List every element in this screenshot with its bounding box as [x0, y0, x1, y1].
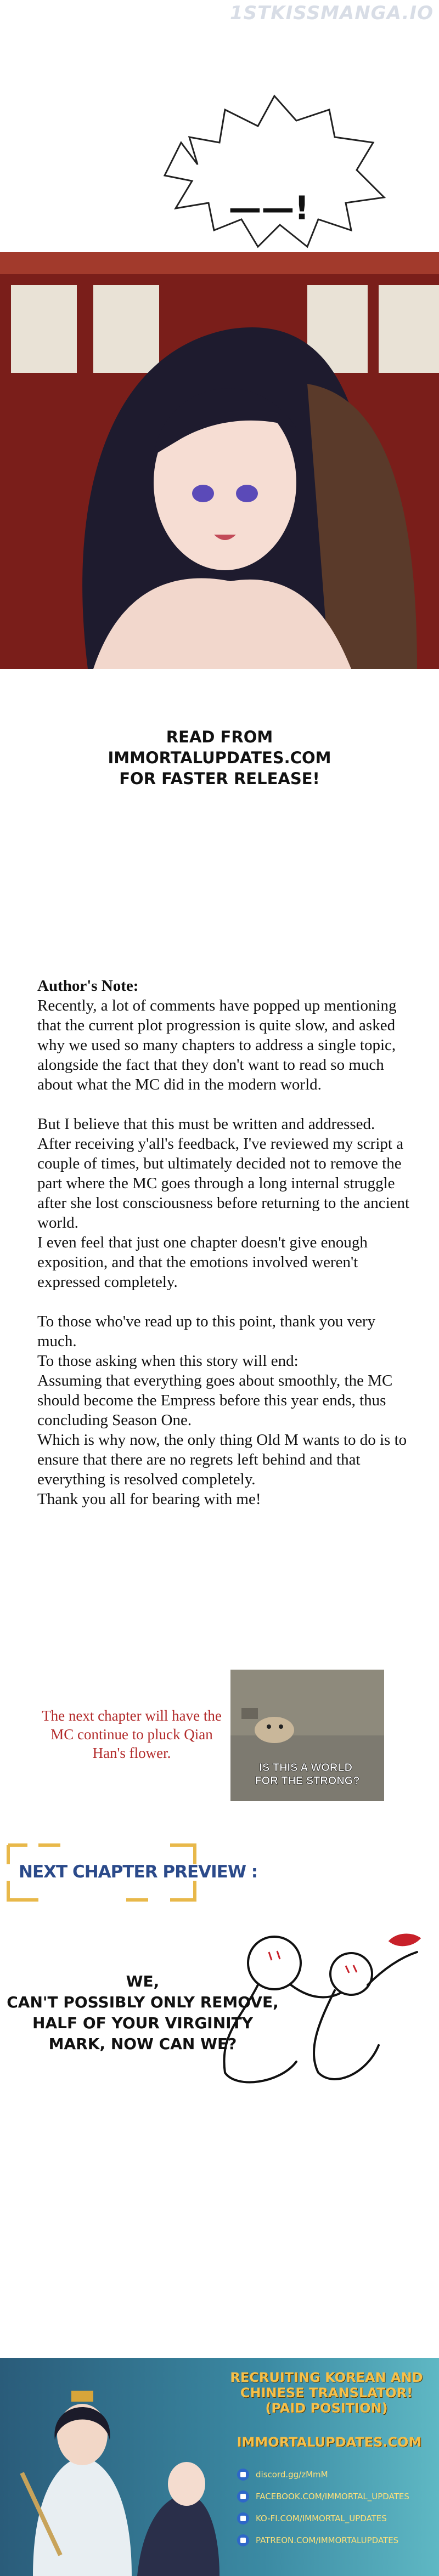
- bubble-text: ——!: [228, 189, 309, 228]
- social-link-text: KO-FI.COM/IMMORTAL_UPDATES: [256, 2513, 387, 2523]
- next-chapter-text: The next chapter will have the MC continue to pluck Qian Han's flower.: [42, 1707, 222, 1761]
- meme-caption: IS THIS A WORLD FOR THE STRONG?: [255, 1762, 360, 1787]
- author-note-paragraph: Recently, a lot of comments have popped up mentioning that the current plot progression is quite slow, and asked why we used so many chapters to address a single topic, alongside the fact that they don't want to read so much about what the MC did in the modern world.: [37, 997, 397, 1093]
- social-link-text: discord.gg/zMmM: [256, 2470, 328, 2479]
- banner-artwork: [0, 2358, 219, 2576]
- author-note-heading: Author's Note:: [37, 977, 139, 995]
- facebook-icon: [237, 2490, 249, 2503]
- banner-title: RECRUITING KOREAN AND CHINESE TRANSLATOR! (PAID POSITION): [230, 2370, 423, 2416]
- promo-line: FOR FASTER RELEASE!: [119, 769, 320, 788]
- social-link[interactable]: [237, 2511, 387, 2526]
- promo-text: [0, 727, 439, 789]
- social-link-text: PATREON.COM/IMMORTALUPDATES: [256, 2535, 399, 2545]
- promo-site: IMMORTALUPDATES.COM: [108, 748, 331, 767]
- kofi-icon: [237, 2512, 249, 2524]
- meme-image: [230, 1670, 384, 1801]
- next-chapter-preview-label: NEXT CHAPTER PREVIEW :: [19, 1862, 258, 1882]
- author-note: [37, 976, 416, 1529]
- group-banner: [0, 2358, 439, 2576]
- manga-panel: [0, 0, 439, 669]
- dialogue-line: WE,: [126, 1972, 160, 1990]
- social-link-text: FACEBOOK.COM/IMMORTAL_UPDATES: [256, 2492, 409, 2501]
- social-link[interactable]: [237, 2489, 409, 2504]
- discord-icon: [237, 2469, 249, 2481]
- author-note-paragraph: But I believe that this must be written and addressed. After receiving y'all's feedback, I've reviewed my script a couple of times, but ultimately decided not to remove the part where the MC goes through a long internal struggle after she lost consciousness before returning to the ancient world. I even feel that just one chapter doesn't give enough exposition, and that the emotions involved weren't expressed completely.: [37, 1115, 410, 1291]
- author-note-paragraph: To those who've read up to this point, thank you very much. To those asking when this story will end: Assuming that everything goes about smoothly, the MC should become the Empress before this year ends, thus concluding Season One. Which is why now, the only thing Old M wants to do is to ensure that there are no regrets left behind and that everything is resolved completely. Thank you all for bearing with me!: [37, 1313, 407, 1508]
- promo-line: READ FROM: [166, 728, 273, 746]
- social-link[interactable]: [237, 2467, 328, 2482]
- banner-site[interactable]: IMMORTALUPDATES.COM: [237, 2435, 422, 2450]
- watermark: 1STKISSMANGA.IO: [229, 2, 434, 24]
- social-link[interactable]: [237, 2533, 398, 2547]
- dialogue-line: HALF OF YOUR VIRGINITY: [32, 2014, 253, 2032]
- dialogue-line: MARK, NOW CAN WE?: [48, 2035, 237, 2053]
- stick-figure-drawing: [209, 1908, 439, 2106]
- patreon-icon: [237, 2534, 249, 2546]
- dialogue-line: CAN'T POSSIBLY ONLY REMOVE,: [7, 1993, 279, 2011]
